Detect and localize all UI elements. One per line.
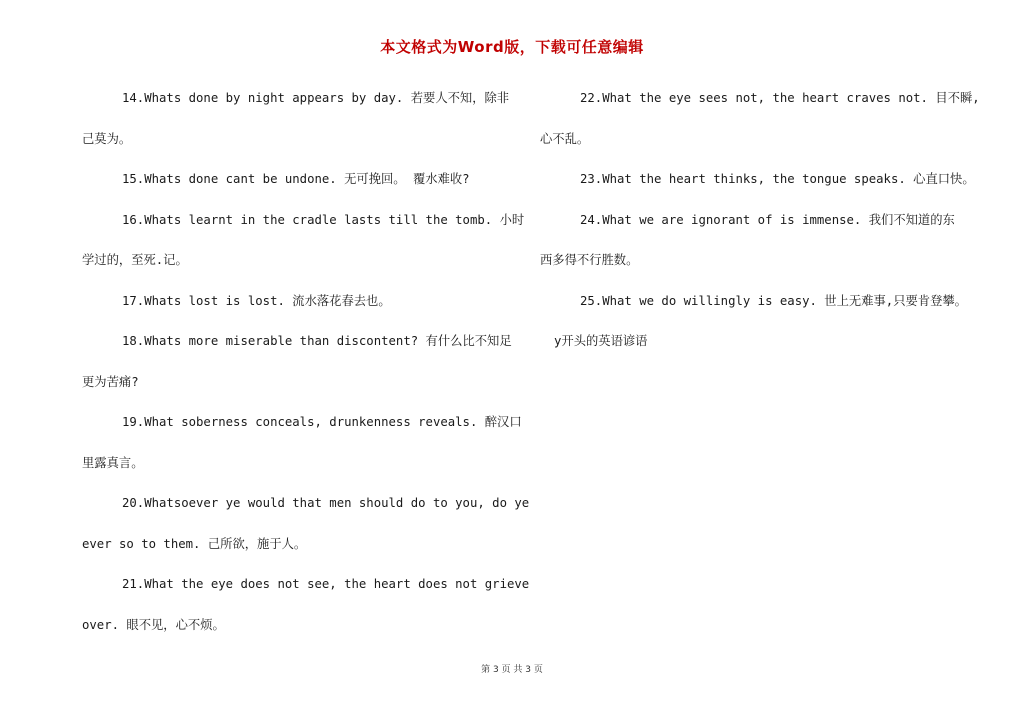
text-line: 西多得不行胜数。 (540, 253, 639, 267)
text-line: 学过的，至死.记。 (82, 253, 188, 267)
text-line: 18.Whats more miserable than discontent? 有什么比不知足 (122, 334, 512, 348)
text-line: 25.What we do willingly is easy. 世上无难事,只要肯登攀。 (580, 293, 967, 308)
text-line: 15.Whats done cant be undone. 无可挽回。 覆水难收? (122, 172, 470, 186)
text-line: 21.What the eye does not see, the heart does not grieve (122, 577, 530, 591)
text-line: 16.Whats learnt in the cradle lasts till the tomb. 小时 (122, 212, 525, 227)
text-line: 心不乱。 (540, 131, 590, 146)
text-line: ever so to them. 己所欲，施于人。 (82, 536, 307, 551)
right-text-column (540, 78, 980, 362)
page-header-title: 本文格式为Word版，下载可任意编辑 (380, 38, 644, 56)
text-line: 20.Whatsoever ye would that men should do to you, do ye (122, 496, 530, 510)
text-line: over. 眼不见，心不烦。 (82, 617, 225, 632)
text-line: 17.Whats lost is lost. 流水落花春去也。 (122, 293, 391, 308)
text-line: 14.Whats done by night appears by day. 若要人不知，除非 (122, 91, 510, 105)
text-line: 更为苦痛? (82, 374, 139, 389)
text-line: 23.What the heart thinks, the tongue speaks. 心直口快。 (580, 172, 975, 186)
text-line: 24.What we are ignorant of is immense. 我们不知道的东 (580, 212, 955, 227)
left-text-column (82, 78, 530, 645)
text-line: 22.What the eye sees not, the heart craves not. 目不瞬, (580, 91, 980, 105)
text-line: 19.What soberness conceals, drunkenness reveals. 醉汉口 (122, 415, 522, 429)
text-line: 里露真言。 (82, 455, 144, 470)
text-line: 己莫为。 (82, 131, 132, 146)
page-number-footer: 第 3 页 共 3 页 (481, 665, 543, 675)
text-line: y开头的英语谚语 (554, 334, 648, 348)
